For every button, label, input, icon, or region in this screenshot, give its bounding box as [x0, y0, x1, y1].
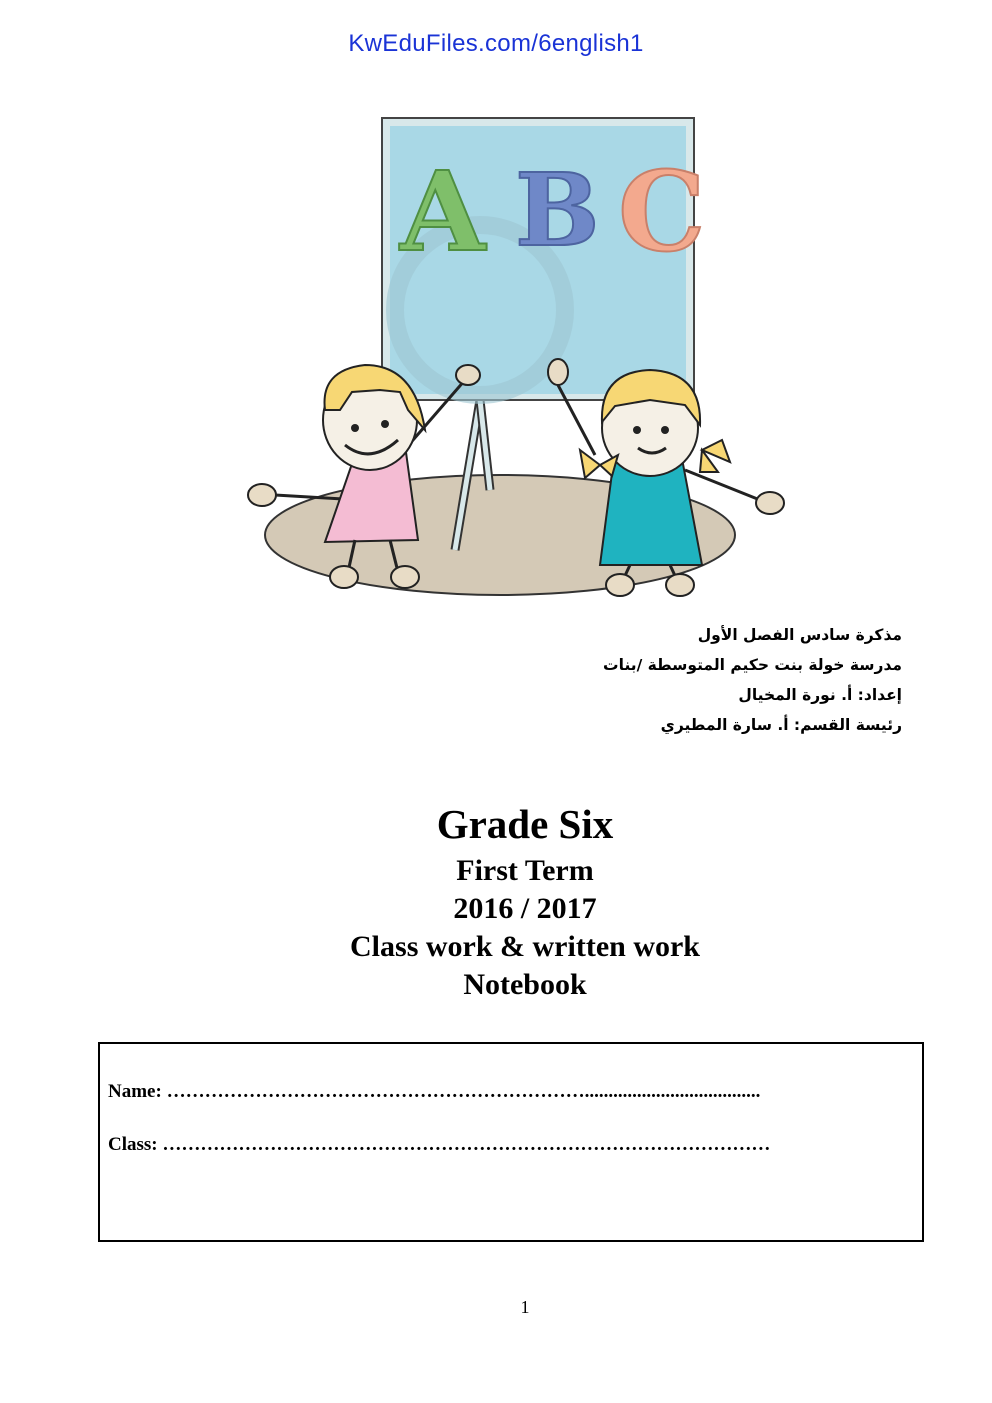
- page-number: 1: [520, 1297, 530, 1317]
- term-title: First Term: [456, 854, 594, 887]
- year-title: 2016 / 2017: [453, 892, 597, 925]
- work-type-title: Class work & written work: [350, 930, 700, 963]
- arabic-line-head-of-department: رئيسة القسم: أ. سارة المطيري: [660, 716, 902, 734]
- arabic-info-block: [382, 620, 902, 740]
- arabic-line-prepared-by: إعداد: أ. نورة المخيال: [738, 686, 902, 704]
- header-link[interactable]: KwEduFiles.com/6english1: [348, 30, 644, 57]
- class-field[interactable]: [108, 1134, 770, 1156]
- board-letter-b: B: [515, 151, 600, 269]
- board-letter-c: C: [618, 147, 706, 276]
- page-title: Grade Six: [436, 801, 614, 847]
- arabic-line-notebook: مذكرة سادس الفصل الأول: [697, 626, 902, 644]
- class-label: Class:: [108, 1134, 158, 1155]
- class-dots: ……………………………………………………………………………………: [162, 1134, 771, 1155]
- name-label: Name:: [108, 1081, 162, 1102]
- abc-board-illustration: [240, 110, 790, 610]
- title-block: [0, 796, 992, 1004]
- notebook-title: Notebook: [463, 968, 587, 1001]
- name-field[interactable]: [108, 1081, 760, 1103]
- student-info-box: [98, 1042, 924, 1242]
- name-dots: ………………………………………………………….....................................: [166, 1081, 761, 1102]
- arabic-line-school: مدرسة خولة بنت حكيم المتوسطة /بنات: [603, 656, 902, 674]
- board-letter-a: A: [400, 147, 486, 276]
